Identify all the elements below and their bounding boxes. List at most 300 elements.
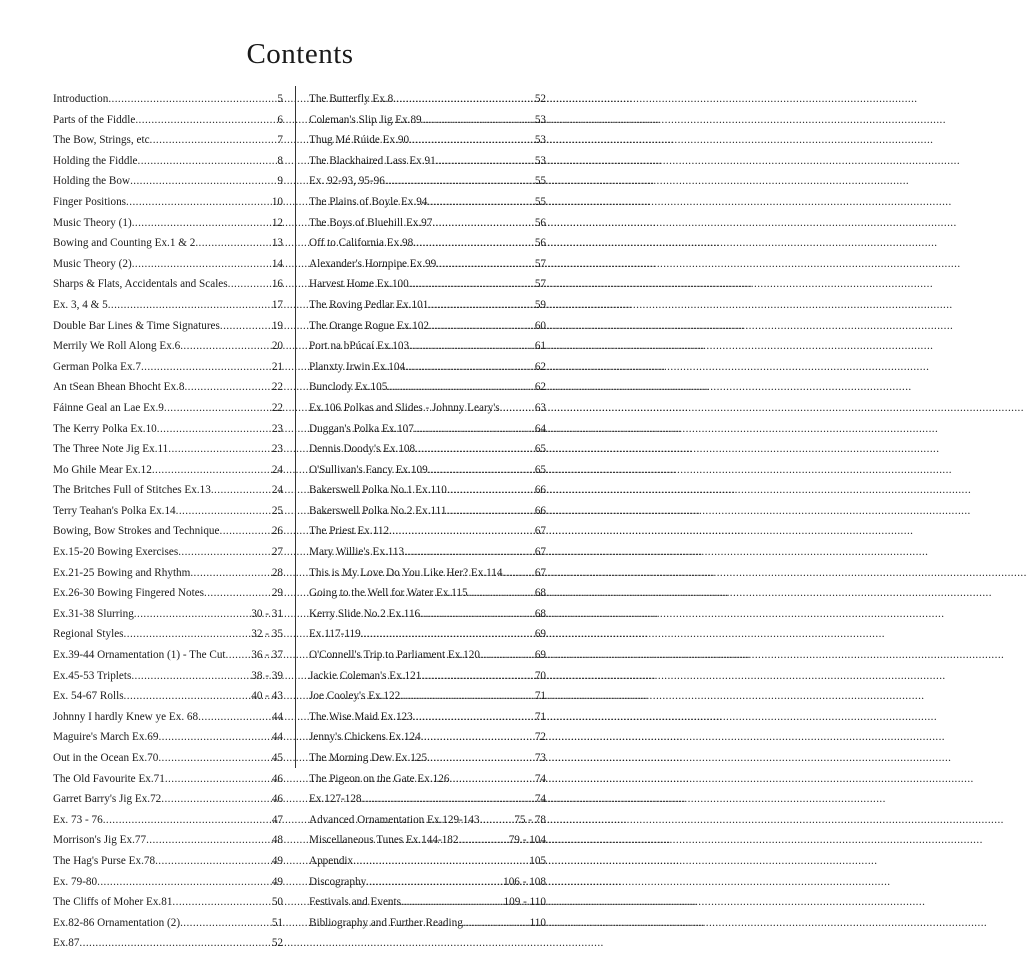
toc-entry-page: 13 (271, 237, 283, 250)
toc-entry-page: 64 (534, 422, 546, 435)
toc-entry-title: German Polka Ex.7 (53, 360, 141, 373)
dot-leader (103, 810, 270, 831)
dot-leader (415, 439, 533, 460)
dot-leader (226, 645, 250, 666)
dot-leader (164, 398, 270, 419)
dot-leader (124, 624, 250, 645)
toc-entry-title: Mary Willie's Ex.113 (309, 546, 405, 559)
dot-leader (195, 233, 269, 254)
toc-entry-title: The Kerry Polka Ex.10 (53, 422, 157, 435)
toc-entry-page: 22 (271, 381, 283, 394)
toc-entry-title: Ex.21-25 Bowing and Rhythm (53, 566, 191, 579)
toc-entry-page: 25 (271, 504, 283, 517)
toc-entry-title: Discography (309, 875, 367, 888)
toc-entry (309, 213, 546, 234)
toc-entry-title: Coleman's Slip Jig Ex.89 (309, 113, 422, 126)
toc-entry-page: 72 (534, 731, 546, 744)
toc-entry-title: The Morning Dew Ex.125 (309, 752, 428, 764)
toc-entry (53, 913, 283, 934)
toc-entry (53, 789, 283, 810)
dot-leader (385, 171, 533, 192)
toc-entry-title: Fáinne Geal an Lae Ex.9 (53, 401, 164, 414)
toc-entry (53, 830, 283, 851)
toc-entry-title: The Pigeon on the Gate Ex.126 (309, 772, 450, 785)
toc-entry-page: 46 (271, 793, 283, 806)
dot-leader (401, 892, 502, 913)
dot-leader (228, 274, 270, 295)
toc-entry-page: 45 (271, 752, 283, 764)
toc-entry-page: 10 (271, 195, 283, 208)
dot-leader (108, 89, 275, 110)
toc-entry-page: 73 (534, 752, 546, 764)
toc-entry-title: Regional Styles (53, 628, 124, 641)
toc-entry (309, 110, 546, 131)
toc-entry (309, 501, 546, 522)
toc-entry-page: 67 (534, 525, 546, 538)
dot-leader (389, 521, 533, 542)
toc-entry-page: 49 (271, 875, 283, 888)
toc-entry-title: Music Theory (1) (53, 216, 132, 229)
toc-entry-page: 38 - 39 (251, 669, 283, 682)
toc-entry (309, 604, 546, 625)
toc-entry-title: Jenny's Chickens Ex.124 (309, 731, 421, 744)
toc-entry-page: 9 (277, 175, 283, 188)
dot-leader (150, 130, 276, 151)
toc-entry-page: 30 - 31 (251, 607, 283, 620)
dot-leader (198, 707, 270, 728)
toc-entry-page: 28 (271, 566, 283, 579)
dot-leader (420, 604, 533, 625)
toc-entry (53, 748, 283, 769)
toc-entry (309, 316, 546, 337)
toc-entry-title: Ex.31-38 Slurring (53, 607, 134, 620)
toc-entry-page: 24 (271, 484, 283, 497)
dot-leader (480, 810, 513, 831)
dot-leader (178, 542, 270, 563)
toc-entry (53, 316, 283, 337)
dot-leader (124, 686, 250, 707)
toc-entry (309, 419, 546, 440)
toc-entry-page: 8 (277, 154, 283, 167)
toc-entry-title: This is My Love Do You Like Her? Ex.114 (309, 566, 503, 579)
toc-column-right (309, 89, 546, 933)
toc-entry (53, 604, 283, 625)
toc-entry-title: Ex.117-119 (309, 628, 361, 641)
toc-entry (53, 439, 283, 460)
dot-leader (447, 480, 533, 501)
toc-entry (309, 769, 546, 790)
toc-entry-title: Ex. 92-93, 95-96 (309, 175, 385, 188)
dot-leader (190, 563, 269, 584)
toc-entry (53, 398, 283, 419)
dot-leader (158, 748, 269, 769)
toc-entry-title: The Britches Full of Stitches Ex.13 (53, 484, 211, 497)
dot-leader (362, 789, 533, 810)
toc-entry-title: Bakerswell Polka No.2 Ex.111 (309, 504, 447, 517)
toc-entry-page: 19 (271, 319, 283, 332)
toc-entry-page: 44 (271, 731, 283, 744)
toc-entry-page: 56 (534, 237, 546, 250)
dot-leader (500, 398, 533, 419)
toc-entry-page: 26 (271, 525, 283, 538)
toc-entry (309, 521, 546, 542)
dot-leader (400, 686, 533, 707)
toc-entry-page: 50 (271, 896, 283, 909)
toc-entry-page: 24 (271, 463, 283, 476)
toc-entry (53, 130, 283, 151)
toc-entry (53, 357, 283, 378)
toc-entry (309, 686, 546, 707)
dot-leader (220, 521, 270, 542)
toc-entry (53, 233, 283, 254)
toc-entry-page: 46 (271, 772, 283, 785)
dot-leader (180, 913, 270, 934)
dot-leader (421, 727, 533, 748)
toc-entry-title: The Priest Ex.112 (309, 525, 390, 538)
toc-entry-title: Morrison's Jig Ex.77 (53, 834, 147, 847)
toc-entry (309, 892, 546, 913)
toc-entry-title: Appendix (309, 854, 354, 867)
toc-entry-title: The Wise Maid Ex.123 (309, 710, 413, 723)
toc-entry (53, 727, 283, 748)
dot-leader (176, 501, 270, 522)
toc-entry (309, 192, 546, 213)
dot-leader (132, 213, 270, 234)
toc-entry (53, 872, 283, 893)
toc-entry-title: O'Connell's Trip to Parliament Ex.120 (309, 649, 480, 662)
toc-entry-title: Merrily We Roll Along Ex.6 (53, 340, 181, 353)
dot-leader (79, 933, 269, 954)
toc-entry (309, 851, 546, 872)
dot-leader (468, 583, 533, 604)
toc-entry-title: Thug Mé Rúide Ex.90 (309, 134, 410, 147)
toc-entry-title: The Boys of Bluehill Ex.97 (309, 216, 433, 229)
toc-entry-page: 60 (534, 319, 546, 332)
toc-entry (309, 707, 546, 728)
dot-leader (158, 727, 269, 748)
dot-leader (134, 604, 250, 625)
toc-entry (53, 769, 283, 790)
toc-entry-page: 57 (534, 257, 546, 270)
toc-entry (309, 460, 546, 481)
toc-entry-title: The Cliffs of Moher Ex.81 (53, 896, 173, 909)
toc-entry (53, 419, 283, 440)
toc-entry-page: 7 (277, 134, 283, 147)
toc-entry-title: Out in the Ocean Ex.70 (53, 752, 159, 764)
toc-entry (53, 171, 283, 192)
toc-entry-title: Dennis Doody's Ex.108 (309, 443, 416, 456)
dot-leader (421, 666, 533, 687)
toc-entry (53, 933, 283, 954)
toc-entry-title: The Butterfly Ex.8 (309, 93, 394, 105)
toc-entry-page: 22 (271, 401, 283, 414)
toc-entry-title: Joe Cooley's Ex.122 (309, 690, 401, 703)
toc-entry (309, 130, 546, 151)
toc-entry-page: 61 (534, 340, 546, 353)
toc-entry-title: Music Theory (2) (53, 257, 132, 270)
toc-entry-page: 79 - 104 (508, 834, 546, 847)
toc-entry (53, 274, 283, 295)
dot-leader (405, 357, 533, 378)
toc-entry (309, 748, 546, 769)
toc-entry-title: Ex.39-44 Ornamentation (1) - The Cut (53, 649, 226, 662)
toc-entry (309, 274, 546, 295)
toc-entry (53, 151, 283, 172)
toc-entry-title: Ex.15-20 Bowing Exercises (53, 546, 179, 559)
toc-entry (53, 480, 283, 501)
dot-leader (409, 130, 533, 151)
toc-entry-title: Alexander's Hornpipe Ex.99 (309, 257, 437, 270)
dot-leader (446, 501, 532, 522)
toc-entry-title: Bibliography and Further Reading (309, 916, 463, 929)
toc-entry-title: Terry Teahan's Polka Ex.14 (53, 504, 176, 517)
dot-leader (427, 192, 532, 213)
toc-entry-title: The Hag's Purse Ex.78 (53, 854, 156, 867)
toc-entry-page: 23 (271, 422, 283, 435)
toc-entry-page: 6 (277, 113, 283, 126)
toc-entry-page: 62 (534, 360, 546, 373)
toc-entry-page: 20 (271, 340, 283, 353)
toc-entry-title: Ex. 73 - 76 (53, 813, 103, 826)
toc-entry-title: Holding the Fiddle (53, 154, 138, 167)
toc-entry-title: Off to California Ex.98 (309, 237, 414, 250)
toc-entry-page: 53 (534, 154, 546, 167)
toc-entry-title: Sharps & Flats, Accidentals and Scales (53, 278, 228, 291)
toc-entry-title: Ex. 54-67 Rolls (53, 690, 124, 703)
toc-entry (53, 583, 283, 604)
toc-entry (309, 583, 546, 604)
dot-leader (172, 892, 269, 913)
toc-entry-page: 66 (534, 504, 546, 517)
toc-entry-title: Introduction (53, 93, 109, 105)
toc-entry (309, 336, 546, 357)
dot-leader (141, 357, 270, 378)
toc-entry-page: 74 (534, 793, 546, 806)
toc-entry-page: 53 (534, 113, 546, 126)
toc-entry (309, 563, 546, 584)
toc-entry (309, 872, 546, 893)
toc-entry (53, 295, 283, 316)
dot-leader (432, 213, 532, 234)
dot-leader (503, 563, 533, 584)
dot-leader (428, 460, 533, 481)
toc-entry (53, 213, 283, 234)
toc-entry-page: 65 (534, 463, 546, 476)
toc-entry (309, 254, 546, 275)
toc-entry-page: 109 - 110 (503, 896, 546, 909)
toc-entry (309, 357, 546, 378)
toc-entry-page: 66 (534, 484, 546, 497)
toc-entry-title: Bowing, Bow Strokes and Technique (53, 525, 220, 538)
toc-entry-title: Kerry Slide No.2 Ex.116 (309, 607, 421, 620)
toc-entry-title: Ex.82-86 Ornamentation (2) (53, 916, 181, 929)
toc-entry-title: An tSean Bhean Bhocht Ex.8 (53, 381, 185, 394)
toc-entry (53, 563, 283, 584)
toc-entry (53, 624, 283, 645)
toc-entry-title: Ex. 79-80 (53, 875, 98, 888)
toc-entry (53, 542, 283, 563)
dot-leader (135, 110, 275, 131)
dot-leader (132, 254, 270, 275)
toc-entry-page: 40 - 43 (251, 690, 283, 703)
toc-entry-page: 67 (534, 546, 546, 559)
dot-leader (436, 254, 533, 275)
dot-leader (366, 872, 501, 893)
toc-entry-title: Ex.87 (53, 937, 80, 950)
toc-entry-title: Harvest Home Ex.100 (309, 278, 409, 291)
toc-entry-title: Miscellaneous Tunes Ex.144-182 (309, 834, 459, 847)
toc-entry-page: 47 (271, 813, 283, 826)
toc-entry-page: 27 (271, 546, 283, 559)
toc-entry-title: Mo Ghile Mear Ex.12 (53, 463, 152, 476)
dot-leader (184, 377, 269, 398)
dot-leader (422, 110, 533, 131)
toc-entry (309, 666, 546, 687)
toc-entry-page: 14 (271, 257, 283, 270)
toc-entry (53, 892, 283, 913)
toc-entry-title: Maguire's March Ex.69 (53, 731, 159, 744)
toc-entry-page: 12 (271, 216, 283, 229)
toc-entry (309, 727, 546, 748)
toc-entry (309, 295, 546, 316)
toc-entry-title: Holding the Bow (53, 175, 131, 188)
toc-entry (53, 460, 283, 481)
toc-entry (53, 707, 283, 728)
toc-entry-page: 16 (271, 278, 283, 291)
toc-entry (53, 521, 283, 542)
dot-leader (458, 830, 506, 851)
toc-entry (309, 171, 546, 192)
dot-leader (130, 171, 275, 192)
toc-entry (309, 810, 546, 831)
dot-leader (165, 769, 270, 790)
toc-entry-title: Ex.127-128 (309, 793, 362, 806)
dot-leader (131, 666, 249, 687)
toc-entry (53, 666, 283, 687)
toc-entry-title: Ex.45-53 Triplets (53, 669, 132, 682)
toc-entry-page: 51 (271, 916, 283, 929)
toc-entry-page: 59 (534, 298, 546, 311)
toc-entry-page: 21 (271, 360, 283, 373)
dot-leader (480, 645, 533, 666)
toc-entry-page: 70 (534, 669, 546, 682)
toc-entry-title: The Blackhaired Lass Ex.91 (309, 154, 436, 167)
toc-entry-title: Duggan's Polka Ex.107 (309, 422, 414, 435)
toc-entry (53, 89, 283, 110)
toc-entry-page: 52 (534, 93, 546, 105)
dot-leader (436, 151, 533, 172)
toc-entry-page: 71 (534, 710, 546, 723)
dot-leader (126, 192, 270, 213)
toc-entry (53, 110, 283, 131)
dot-leader (204, 583, 270, 604)
toc-entry (53, 810, 283, 831)
toc-entry-page: 65 (534, 443, 546, 456)
page-title: Contents (246, 38, 354, 70)
toc-entry-page: 29 (271, 587, 283, 600)
toc-entry-page: 69 (534, 628, 546, 641)
toc-entry-page: 32 - 35 (251, 628, 283, 641)
toc-entry-page: 68 (534, 607, 546, 620)
toc-entry-title: Ex.106 Polkas and Slides - Johnny Leary's (309, 401, 500, 414)
toc-entry (53, 645, 283, 666)
dot-leader (428, 295, 532, 316)
toc-entry (53, 192, 283, 213)
toc-entry-page: 52 (271, 937, 283, 950)
dot-leader (152, 460, 270, 481)
toc-entry-title: Finger Positions (53, 195, 127, 208)
toc-entry-title: Johnny I hardly Knew ye Ex. 68 (53, 710, 199, 723)
dot-leader (97, 872, 270, 893)
dot-leader (393, 89, 533, 110)
toc-entry (309, 89, 546, 110)
toc-entry-title: Ex.26-30 Bowing Fingered Notes (53, 587, 205, 600)
toc-entry-page: 62 (534, 381, 546, 394)
toc-entry-page: 5 (277, 93, 283, 105)
dot-leader (180, 336, 270, 357)
toc-entry-title: The Orange Rogue Ex.102 (309, 319, 429, 332)
dot-leader (108, 295, 270, 316)
dot-leader (409, 274, 533, 295)
toc-entry-page: 71 (534, 690, 546, 703)
toc-entry-page: 68 (534, 587, 546, 600)
toc-entry-page: 106 - 108 (503, 875, 546, 888)
toc-entry-title: Bunclody Ex.105 (309, 381, 388, 394)
toc-entry-title: Festivals and Events (309, 896, 401, 909)
toc-entry-page: 105 (529, 854, 546, 867)
toc-entry-title: The Old Favourite Ex.71 (53, 772, 165, 785)
toc-entry (53, 501, 283, 522)
toc-entry-title: The Three Note Jig Ex.11 (53, 443, 169, 456)
toc-entry-title: Port na bPúcaí Ex.103 (309, 340, 410, 353)
toc-entry-title: Double Bar Lines & Time Signatures (53, 319, 220, 332)
toc-entry-page: 53 (534, 134, 546, 147)
toc-entry-page: 55 (534, 175, 546, 188)
dot-leader (211, 480, 270, 501)
dot-leader (463, 913, 528, 934)
toc-entry-title: The Roving Pedlar Ex.101 (309, 298, 429, 311)
dot-leader (414, 419, 533, 440)
toc-entry (309, 439, 546, 460)
toc-entry-page: 69 (534, 649, 546, 662)
dot-leader (413, 707, 533, 728)
dot-leader (413, 233, 533, 254)
toc-entry (53, 686, 283, 707)
toc-entry-title: Going to the Well for Water Ex.115 (309, 587, 468, 600)
dot-leader (404, 542, 533, 563)
toc-entry (309, 645, 546, 666)
toc-entry-title: Planxty Irwin Ex.104 (309, 360, 406, 373)
toc-entry (53, 254, 283, 275)
dot-leader (449, 769, 532, 790)
toc-entry (53, 377, 283, 398)
dot-leader (409, 336, 533, 357)
dot-leader (161, 789, 270, 810)
toc-entry-title: Ex. 3, 4 & 5 (53, 298, 108, 311)
toc-entry-page: 48 (271, 834, 283, 847)
toc-entry (53, 851, 283, 872)
dot-leader (387, 377, 533, 398)
toc-entry-page: 56 (534, 216, 546, 229)
toc-entry-title: O'Sullivan's Fancy Ex.109 (309, 463, 428, 476)
toc-entry-page: 67 (534, 566, 546, 579)
toc-entry (53, 336, 283, 357)
dot-leader (353, 851, 527, 872)
toc-entry (309, 233, 546, 254)
toc-entry-page: 110 (529, 916, 546, 929)
dot-leader (157, 419, 270, 440)
toc-entry (309, 151, 546, 172)
